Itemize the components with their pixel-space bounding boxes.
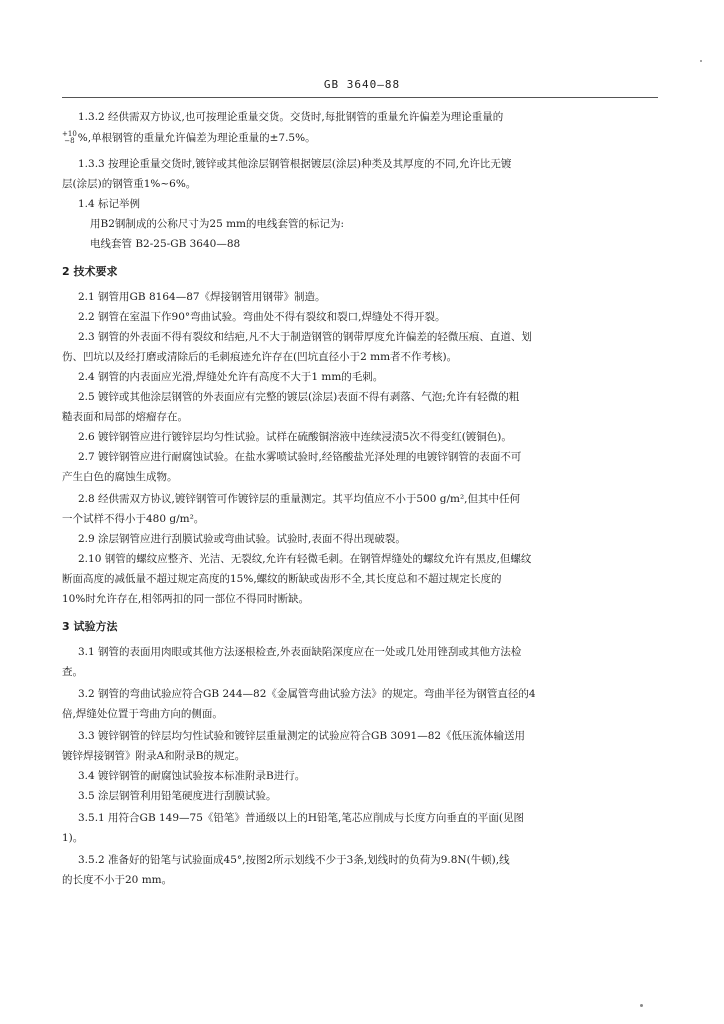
clause-1-3-2-line-2-text: %,单根钢管的重量允许偏差为理论重量的±7.5%。 [77,132,316,144]
section-2-heading: 2 技术要求 [62,265,118,278]
clause-1-4-title: 1.4 标记举例 [78,198,141,210]
scan-speck [640,1004,643,1007]
clause-3-2-line-2: 倍,焊缝处位置于弯曲方向的侧面。 [62,708,223,720]
scan-speck [700,60,702,62]
page-header: GB 3640—88 [323,78,401,91]
section-3-heading: 3 试验方法 [62,620,118,633]
clause-2-3-line-1: 2.3 钢管的外表面不得有裂纹和结疤,凡不大于制造钢管的钢带厚度允许偏差的轻微压痕、直道、划 [78,331,532,343]
weight-tolerance [62,131,77,145]
clause-1-3-2-line-1: 1.3.2 经供需双方协议,也可按理论重量交货。交货时,每批钢管的重量允许偏差为理论重量的 [78,111,504,123]
clause-2-6: 2.6 镀锌钢管应进行镀锌层均匀性试验。试样在硫酸铜溶液中连续浸渍5次不得变红(镀铜色)。 [78,431,512,443]
clause-2-9: 2.9 涂层钢管应进行刮膜试验或弯曲试验。试验时,表面不得出现破裂。 [78,533,406,545]
clause-1-3-2-line-2 [62,129,316,148]
clause-2-5-line-1: 2.5 镀锌或其他涂层钢管的外表面应有完整的镀层(涂层)表面不得有剥落、气泡;允许有轻微的粗 [78,391,520,403]
clause-2-10-line-1: 2.10 钢管的螺纹应整齐、光洁、无裂纹,允许有轻微毛刺。在钢管焊缝处的螺纹允许有黑皮,但螺纹 [78,553,532,565]
clause-3-1-line-1: 3.1 钢管的表面用肉眼或其他方法逐根检查,外表面缺陷深度应在一处或几处用锉刮或其他方法检 [78,646,522,658]
clause-3-3-line-1: 3.3 镀锌钢管的锌层均匀性试验和镀锌层重量测定的试验应符合GB 3091—82《低压流体输送用 [78,730,526,742]
clause-3-4: 3.4 镀锌钢管的耐腐蚀试验按本标准附录B进行。 [78,770,306,782]
clause-2-1: 2.1 钢管用GB 8164—87《焊接钢管用钢带》制造。 [78,291,326,303]
clause-3-5-1-line-2: 1)。 [62,832,84,844]
header-rule [62,97,658,98]
tolerance-upper: +10 [62,130,77,138]
clause-3-1-line-2: 查。 [62,666,83,678]
clause-1-4-line-1: 用B2钢制成的公称尺寸为25 mm的电线套管的标记为: [90,218,345,230]
clause-3-3-line-2: 镀锌焊接钢管》附录A和附录B的规定。 [62,750,246,762]
clause-1-3-3-line-1: 1.3.3 按理论重量交货时,镀锌或其他涂层钢管根据镀层(涂层)种类及其厚度的不同,允许比无镀 [78,158,512,170]
clause-2-4: 2.4 钢管的内表面应光滑,焊缝处允许有高度不大于1 mm的毛刺。 [78,371,384,383]
clause-1-4-example: 电线套管 B2-25-GB 3640—88 [90,238,241,250]
clause-2-5-line-2: 糙表面和局部的熔瘤存在。 [62,411,188,423]
clause-3-5-2-line-2: 的长度不小于20 mm。 [62,874,173,886]
clause-3-5-2-line-1: 3.5.2 准备好的铅笔与试验面成45°,按图2所示划线不少于3条,划线时的负荷为9.8N(牛顿),线 [78,854,510,866]
clause-2-2: 2.2 钢管在室温下作90°弯曲试验。弯曲处不得有裂纹和裂口,焊缝处不得开裂。 [78,311,446,323]
clause-3-2-line-1: 3.2 钢管的弯曲试验应符合GB 244—82《金属管弯曲试验方法》的规定。弯曲半径为钢管直径的4 [78,688,536,700]
clause-2-8-line-1: 2.8 经供需双方协议,镀锌钢管可作镀锌层的重量测定。其平均值应不小于500 g/m²,但其中任何 [78,493,521,505]
clause-2-10-line-2: 断面高度的减低量不超过规定高度的15%,螺纹的断缺或齿形不全,其长度总和不超过规定长度的 [62,573,502,585]
clause-2-8-line-2: 一个试样不得小于480 g/m²。 [62,513,205,525]
clause-3-5-1-line-1: 3.5.1 用符合GB 149—75《铅笔》普通级以上的H铅笔,笔芯应削成与长度方向垂直的平面(见图 [78,812,524,824]
clause-1-3-3-line-2: 层(涂层)的钢管重1%~6%。 [62,178,197,190]
tolerance-lower: −8 [64,137,75,145]
clause-3-5: 3.5 涂层钢管利用铅笔硬度进行刮膜试验。 [78,790,277,802]
clause-2-3-line-2: 伤、凹坑以及经打磨或清除后的毛刺痕迹允许存在(凹坑直径小于2 mm者不作考核)。 [62,351,458,363]
clause-2-7-line-1: 2.7 镀锌钢管应进行耐腐蚀试验。在盐水雾喷试验时,经铬酸盐光泽处理的电镀锌钢管的表面不可 [78,451,522,463]
clause-2-7-line-2: 产生白色的腐蚀生成物。 [62,471,178,483]
clause-2-10-line-3: 10%时允许存在,相邻两扣的同一部位不得同时断缺。 [62,593,310,605]
